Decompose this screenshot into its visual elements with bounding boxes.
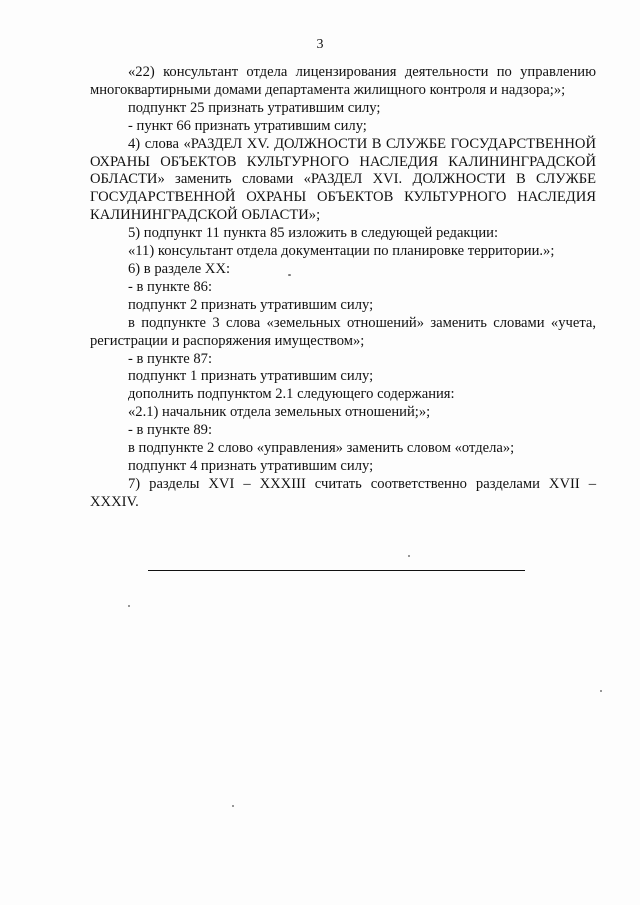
scan-speck bbox=[128, 605, 130, 607]
scan-speck bbox=[600, 690, 602, 692]
paragraph-subitem-2-1-text: «2.1) начальник отдела земельных отношений;»; bbox=[128, 404, 431, 421]
paragraph-subitem-1: подпункт 1 признать утратившим силу; bbox=[128, 368, 374, 385]
page-number: 3 bbox=[316, 37, 324, 52]
paragraph-item-86: - в пункте 86: bbox=[128, 278, 213, 295]
paragraph-subitem-3: в подпункте 3 слова «земельных отношений» заменить словами «учета, регистрации и распоряжения имуществом»; bbox=[90, 314, 596, 349]
paragraph-item-66: - пункт 66 признать утратившим силу; bbox=[128, 117, 367, 134]
end-rule bbox=[148, 570, 525, 571]
paragraph-subitem-2: подпункт 2 признать утратившим силу; bbox=[128, 296, 374, 313]
paragraph-item-87: - в пункте 87: bbox=[128, 350, 213, 367]
paragraph-subitem-25: подпункт 25 признать утратившим силу; bbox=[128, 99, 381, 116]
scan-speck bbox=[288, 274, 291, 276]
paragraph-section-xx: 6) в разделе XX: bbox=[128, 260, 231, 277]
paragraph-subitem-2-word: в подпункте 2 слово «управления» заменить словом «отдела»; bbox=[128, 440, 515, 457]
paragraph-subitem-11-text: «11) консультант отдела документации по планировке территории.»; bbox=[128, 243, 555, 260]
paragraph-add-subitem-2-1: дополнить подпунктом 2.1 следующего содержания: bbox=[128, 386, 455, 403]
paragraph-sections-renumber: 7) разделы XVI – XXXIII считать соответственно разделами XVII – XXXIV. bbox=[90, 475, 596, 510]
scan-speck bbox=[232, 805, 234, 807]
paragraph-item-22: «22) консультант отдела лицензирования деятельности по управлению многоквартирными домами департамента жилищного контроля и надзора;»; bbox=[90, 64, 596, 98]
scan-speck bbox=[408, 555, 410, 557]
paragraph-item-89: - в пункте 89: bbox=[128, 422, 213, 439]
paragraph-section-rename: 4) слова «РАЗДЕЛ XV. ДОЛЖНОСТИ В СЛУЖБЕ ГОСУДАРСТВЕННОЙ ОХРАНЫ ОБЪЕКТОВ КУЛЬТУРНОГО НАСЛЕДИЯ КАЛИНИНГРАДСКОЙ ОБЛАСТИ» заменить словами «РАЗДЕЛ XVI. ДОЛЖНОСТИ В СЛУЖБЕ ГОСУДАРСТВЕННОЙ ОХРАНЫ ОБЪЕКТОВ КУЛЬТУРНОГО НАСЛЕДИЯ КАЛИНИНГРАДСКОЙ ОБЛАСТИ»; bbox=[90, 135, 596, 224]
document-body bbox=[90, 64, 596, 512]
paragraph-item-85: 5) подпункт 11 пункта 85 изложить в следующей редакции: bbox=[128, 225, 499, 242]
paragraph-subitem-4: подпункт 4 признать утратившим силу; bbox=[128, 457, 374, 474]
